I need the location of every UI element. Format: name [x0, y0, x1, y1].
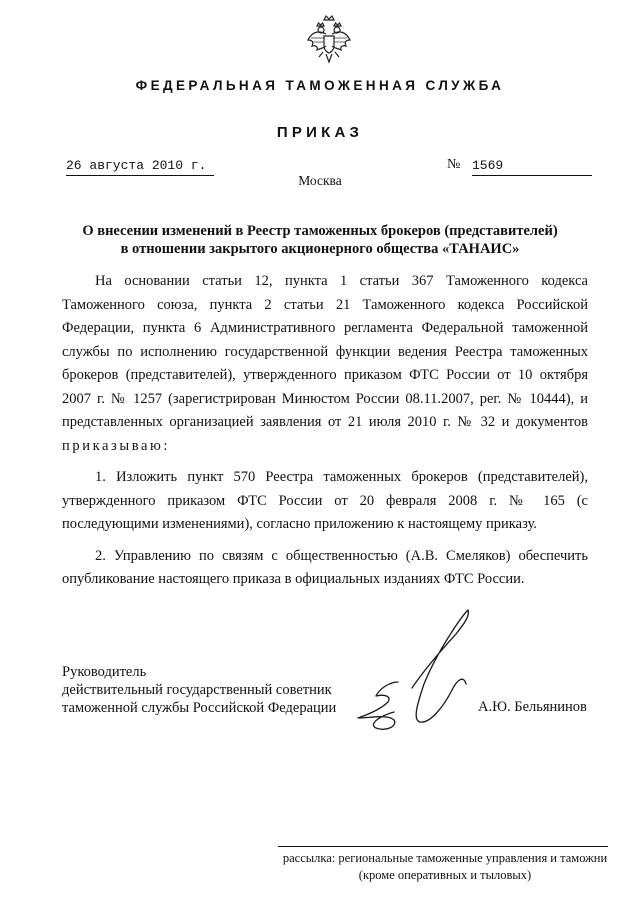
signatory-title [62, 663, 336, 717]
number-sign: № [447, 157, 461, 172]
signatory-name: А.Ю. Бельянинов [478, 699, 587, 715]
document-number: 1569 [472, 158, 592, 176]
distribution-list [270, 850, 620, 884]
heading-line-1: О внесении изменений в Реестр таможенных брокеров (представителей) [82, 223, 558, 239]
handwritten-signature-icon [340, 606, 490, 756]
distribution-line-2: (кроме оперативных и тыловых) [358, 868, 532, 882]
distribution-line-1: рассылка: региональные таможенные управления и таможни [282, 851, 608, 865]
item-1-paragraph: 1. Изложить пункт 570 Реестра таможенных брокеров (представителей), утвержденного приказом ФТС России от 20 февраля 2008 г. № 165 (с последующими изменениями), согласно приложению к настоящему приказу. [62, 469, 588, 532]
order-word: приказываю: [62, 437, 171, 454]
document-date: 26 августа 2010 г. [66, 158, 214, 176]
coat-of-arms-icon [306, 14, 352, 66]
document-type: ПРИКАЗ [276, 124, 364, 141]
signatory-title-line-2: действительный государственный советник [62, 682, 332, 698]
heading-line-2: в отношении закрытого акционерного общества «ТАНАИС» [120, 241, 520, 257]
document-heading [60, 222, 580, 258]
organization-name: ФЕДЕРАЛЬНАЯ ТАМОЖЕННАЯ СЛУЖБА [135, 78, 505, 93]
signatory-title-line-3: таможенной службы Российской Федерации [62, 700, 337, 716]
intro-paragraph [62, 270, 588, 458]
item-2-paragraph: 2. Управлению по связям с общественностью (А.В. Смеляков) обеспечить опубликование настоящего приказа в официальных изданиях ФТС России. [62, 547, 588, 587]
document-city: Москва [298, 173, 342, 188]
document-body [62, 270, 588, 592]
intro-text: На основании статьи 12, пункта 1 статьи 367 Таможенного кодекса Таможенного союза, пункта 2 статьи 21 Таможенного кодекса Российской Федерации, пункта 6 Административного регламента Федеральной таможенной службы по исполнению государственной функции ведения Реестра таможенных брокеров (представителей), утвержденного приказом ФТС России от 10 октября 2007 г. № 1257 (зарегистрирован Минюстом России 08.11.2007, рег. № 10444), и представленных организацией заявления от 21 июля 2010 г. № 32 и документов [62, 273, 588, 430]
signatory-title-line-1: Руководитель [62, 664, 147, 680]
distribution-divider [278, 846, 608, 847]
